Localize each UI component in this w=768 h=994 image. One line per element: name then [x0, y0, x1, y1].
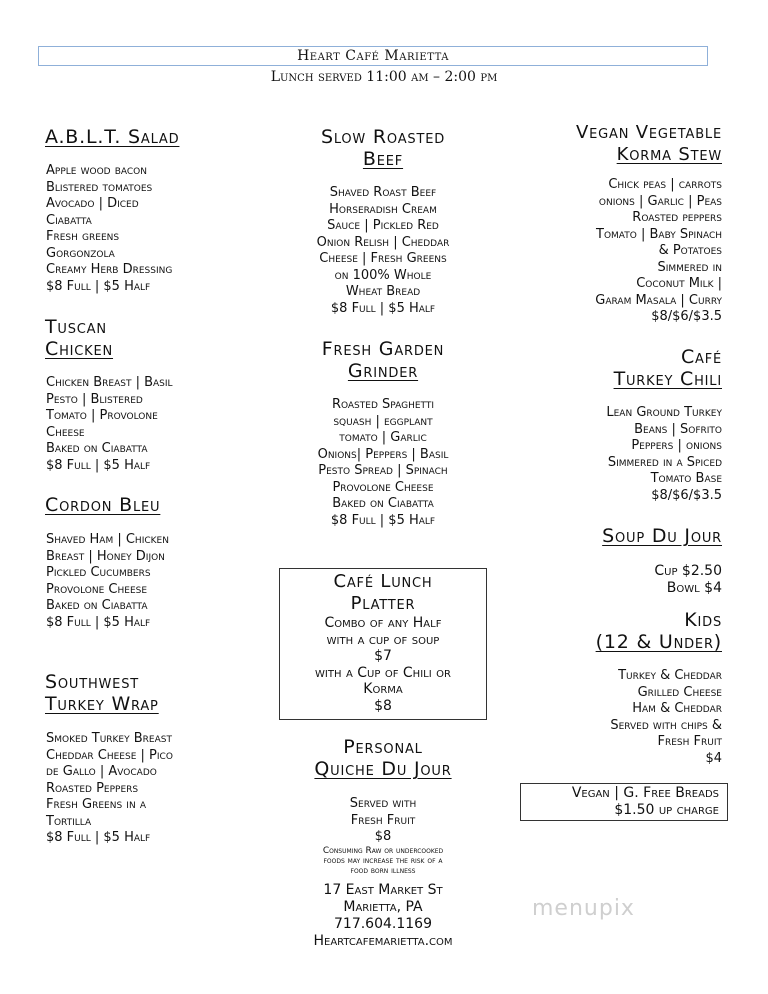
contact-info [270, 882, 496, 950]
menupix-watermark: menupix [532, 896, 635, 921]
address-street: 17 East Market St [323, 882, 443, 898]
roast-beef-description: Shaved Roast Beef Horseradish Cream Sauce | Pickled Red Onion Relish | Cheddar Cheese | Fresh Greens on 100% Whole Wheat Bread $8 Full | $5 Half [270, 185, 496, 317]
korma-stew-title: Vegan Vegetable Korma Stew [576, 122, 722, 165]
turkey-chili-title: Café Turkey Chili [613, 346, 722, 390]
quiche-price: $8 [374, 829, 392, 844]
raw-food-warning: Consuming Raw or undercooked foods may increase the risk of a food born illness [322, 846, 444, 876]
ablt-salad-price: $8 Full | $5 Half [46, 278, 151, 294]
tuscan-chicken-price: $8 Full | $5 Half [46, 457, 151, 473]
kids-menu-price: $4 [705, 750, 722, 766]
quiche-title: Personal Quiche Du Jour [314, 736, 452, 780]
menu-title: Heart Café Marietta [38, 46, 708, 66]
phone-number: 717.604.1169 [334, 916, 432, 932]
address-city: Marietta, PA [343, 899, 423, 915]
southwest-wrap-price: $8 Full | $5 Half [46, 830, 151, 845]
lunch-hours: Lunch served 11:00 am – 2:00 pm [270, 69, 498, 85]
ablt-salad-title: A.B.L.T. Salad [45, 126, 180, 148]
turkey-chili-description: Lean Ground Turkey Beans | Sofrito Peppers | onions Simmered in a Spiced Tomato Base $8/$6/$3.5 [500, 405, 722, 504]
garden-grinder-price: $8 Full | $5 Half [330, 512, 436, 528]
kids-menu-title: Kids (12 & Under) [595, 609, 722, 653]
cordon-bleu-price: $8 Full | $5 Half [46, 614, 151, 630]
lunch-platter-title: Café Lunch Platter [333, 571, 433, 614]
soup-du-jour-title: Soup Du Jour [602, 525, 722, 547]
cordon-bleu-description: Shaved Ham | Chicken Breast | Honey Dijon Pickled Cucumbers Provolone Cheese Baked on Ciabatta $8 Full | $5 Half [46, 532, 169, 630]
tuscan-chicken-title: Tuscan Chicken [45, 316, 114, 360]
korma-stew-description: Chick peas | carrots onions | Garlic | Peas Roasted peppers Tomato | Baby Spinach & Potatoes Simmered in Coconut Milk | Garam Masala | Curry $8/$6/$3.5 [500, 177, 722, 326]
garden-grinder-title: Fresh Garden Grinder [321, 338, 445, 382]
garden-grinder-description: Roasted Spaghetti squash | eggplant tomato | Garlic Onions| Peppers | Basil Pesto Spread | Spinach Provolone Cheese Baked on Ciabatta $8 Full | $5 Half [270, 397, 496, 529]
southwest-wrap-title: Southwest Turkey Wrap [45, 671, 159, 715]
lunch-platter-description: Combo of any Half with a cup of soup $7 with a Cup of Chili or Korma $8 [315, 615, 451, 714]
quiche-description: Served with Fresh Fruit $8 [270, 796, 496, 846]
roast-beef-price: $8 Full | $5 Half [330, 300, 436, 316]
southwest-wrap-description: Smoked Turkey Breast Cheddar Cheese | Pico de Gallo | Avocado Roasted Peppers Fresh Greens in a Tortilla $8 Full | $5 Half [46, 731, 173, 845]
roast-beef-title: Slow Roasted Beef [320, 126, 446, 170]
vegan-gluten-free-note: Vegan | G. Free Breads $1.50 up charge [520, 783, 728, 821]
kids-menu-description: Turkey & Cheddar Grilled Cheese Ham & Cheddar Served with chips & Fresh Fruit $4 [500, 668, 722, 767]
cordon-bleu-title: Cordon Bleu [45, 494, 161, 516]
turkey-chili-price: $8/$6/$3.5 [651, 487, 722, 503]
tuscan-chicken-description: Chicken Breast | Basil Pesto | Blistered Tomato | Provolone Cheese Baked on Ciabatta $8 Full | $5 Half [46, 375, 173, 473]
soup-du-jour-prices: Cup $2.50 Bowl $4 [654, 563, 722, 596]
website: Heartcafemarietta.com [313, 933, 453, 949]
korma-stew-price: $8/$6/$3.5 [651, 309, 722, 324]
ablt-salad-description: Apple wood bacon Blistered tomatoes Avocado | Diced Ciabatta Fresh greens Gorgonzola Creamy Herb Dressing $8 Full | $5 Half [46, 163, 173, 294]
lunch-platter-box [279, 568, 487, 720]
